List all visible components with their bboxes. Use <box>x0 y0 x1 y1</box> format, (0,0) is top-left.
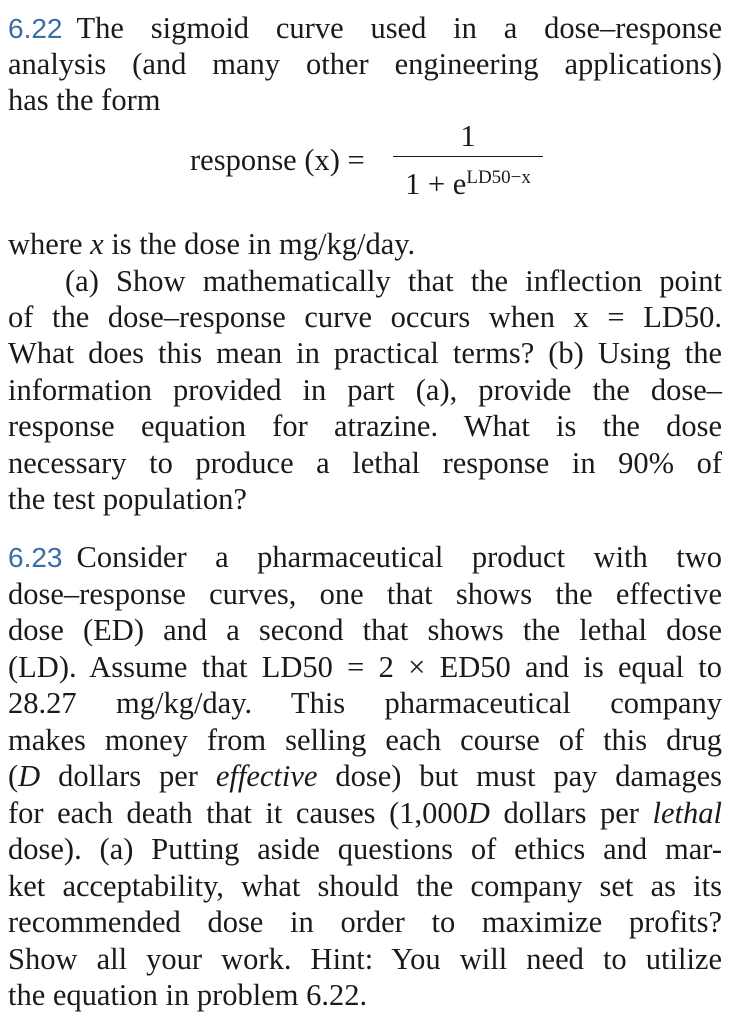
exponent: LD50−x <box>466 167 531 188</box>
equation-lhs: response (x) = <box>190 143 365 177</box>
sigmoid-equation <box>190 118 610 201</box>
problem-6-22-part-line: (a) Show mathematically that the inflection point <box>65 264 722 298</box>
fraction-numerator: 1 <box>460 119 476 153</box>
problem-6-23-line: dose). (a) Putting aside questions of ethics and mar- <box>8 832 722 866</box>
problem-6-23-line: the equation in problem 6.22. <box>8 978 368 1012</box>
problem-6-22-line-2: analysis (and many other engineering applications) <box>8 47 722 81</box>
fraction-bar <box>393 156 543 157</box>
problem-6-22-line-3: has the form <box>8 83 161 117</box>
problem-6-23-line: ket acceptability, what should the company set as its <box>8 869 722 903</box>
problem-6-23-line: recommended dose in order to maximize profits? <box>8 905 722 939</box>
problem-6-22-part-line: response equation for atrazine. What is the dose <box>8 409 722 443</box>
problem-6-23-line: Show all your work. Hint: You will need to utilize <box>8 942 722 976</box>
problem-6-22-part-line: the test population? <box>8 482 247 516</box>
problem-6-23-line-1: 6.23 Consider a pharmaceutical product with two <box>8 540 722 574</box>
equation-fraction <box>393 118 543 202</box>
problem-number-6-22: 6.22 <box>8 13 63 44</box>
where-line: where x is the dose in mg/kg/day. <box>8 227 416 261</box>
problem-6-23-line: 28.27 mg/kg/day. This pharmaceutical company <box>8 686 722 720</box>
problem-6-22-part-line: necessary to produce a lethal response in 90% of <box>8 446 722 480</box>
problem-6-23-line: (D dollars per effective dose) but must pay damages <box>8 759 722 793</box>
fraction-denominator: $1 + e^{LD50-x}$ <box>405 167 531 201</box>
problem-6-22-part-line: What does this mean in practical terms? (b) Using the <box>8 336 722 370</box>
problem-6-22-part-line: information provided in part (a), provide the dose– <box>8 373 722 407</box>
problem-6-23-line: for each death that it causes (1,000D dollars per lethal <box>8 796 722 830</box>
problem-6-22-line-1: 6.22 The sigmoid curve used in a dose–response <box>8 11 722 45</box>
problem-number-6-23: 6.23 <box>8 542 63 573</box>
problem-6-23-line: (LD). Assume that LD50 = 2 × ED50 and is equal to <box>8 650 722 684</box>
problem-6-23-line: dose–response curves, one that shows the effective <box>8 577 722 611</box>
problem-6-23-line: makes money from selling each course of this drug <box>8 723 722 757</box>
problem-6-23-line: dose (ED) and a second that shows the lethal dose <box>8 613 722 647</box>
problem-6-22-part-line: of the dose–response curve occurs when x = LD50. <box>8 300 722 334</box>
